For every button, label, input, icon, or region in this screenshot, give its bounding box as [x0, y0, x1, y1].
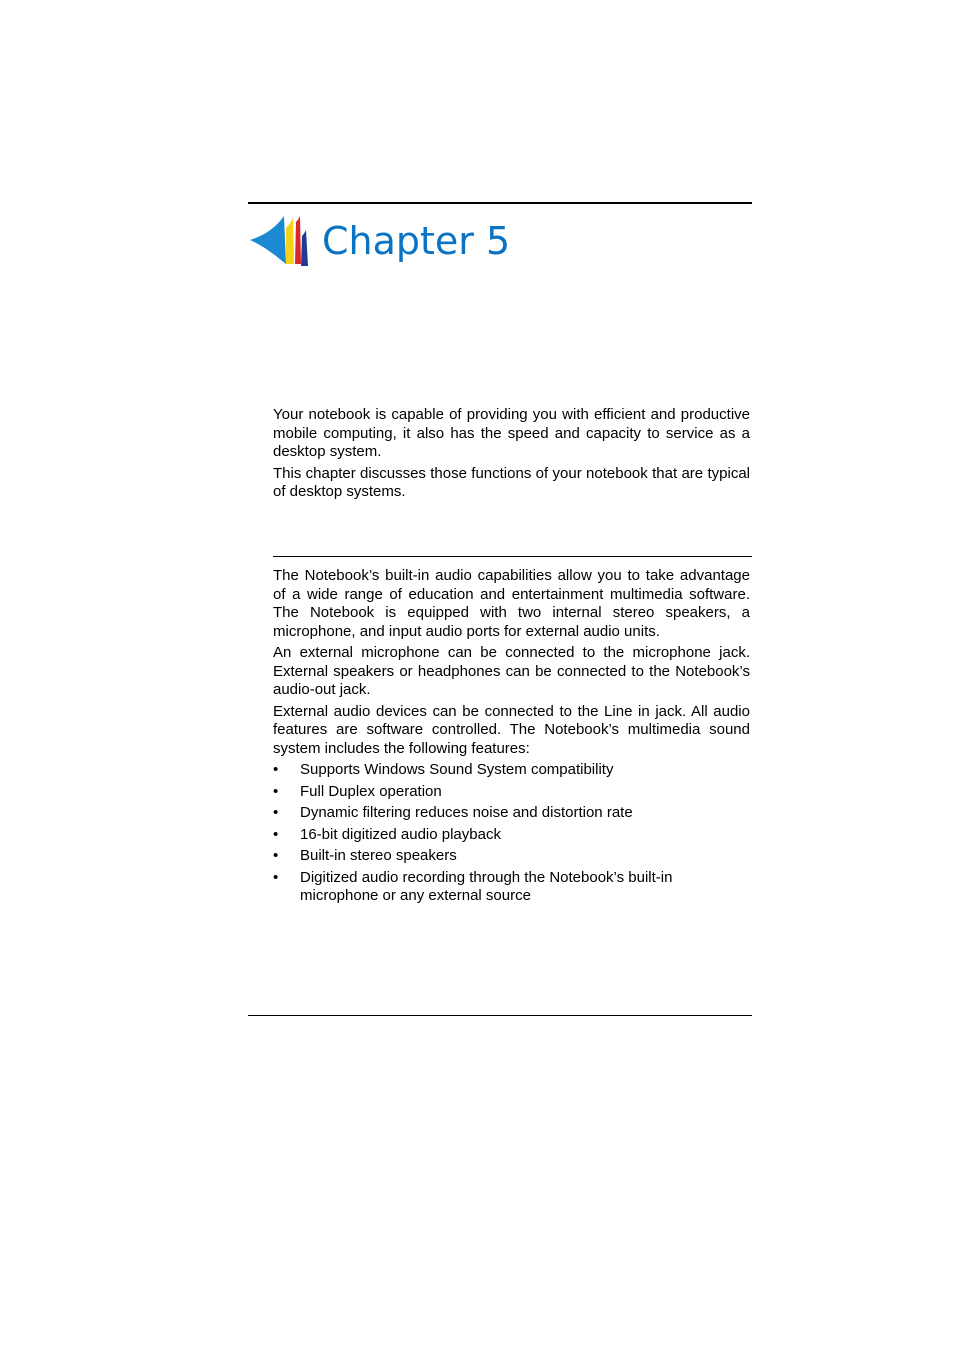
audio-paragraph: An external microphone can be connected to the microphone jack. External speakers or headphones can be connected to the Notebook’s audio-out jack.	[273, 644, 750, 698]
feature-item	[273, 783, 750, 802]
feature-item	[273, 761, 750, 780]
chapter-header	[248, 214, 510, 268]
feature-text: Dynamic filtering reduces noise and distortion rate	[300, 804, 633, 821]
top-rule	[248, 202, 752, 204]
sail-logo-icon	[248, 214, 310, 268]
audio-section	[273, 567, 750, 909]
intro-paragraph: Your notebook is capable of providing you with efficient and productive mobile computing, it also has the speed and capacity to service as a desktop system.	[273, 406, 750, 460]
feature-list	[273, 761, 750, 906]
bullet-icon: •	[273, 868, 279, 886]
section-rule	[273, 556, 752, 557]
intro-section	[273, 406, 750, 505]
bullet-icon: •	[273, 847, 279, 864]
feature-item	[273, 869, 750, 906]
bullet-icon: •	[273, 804, 279, 821]
feature-text: Supports Windows Sound System compatibility	[300, 761, 614, 778]
feature-text: Full Duplex operation	[300, 782, 442, 800]
feature-text: Built-in stereo speakers	[300, 847, 457, 864]
audio-paragraph: External audio devices can be connected to the Line in jack. All audio features are software controlled. The Notebook’s multimedia sound system includes the following features:	[273, 702, 750, 757]
feature-text: Digitized audio recording through the Notebook’s built-in microphone or any external source	[300, 868, 673, 904]
chapter-title: Chapter 5	[322, 219, 511, 263]
feature-item	[273, 847, 750, 866]
intro-paragraph: This chapter discusses those functions of your notebook that are typical of desktop systems.	[273, 464, 750, 500]
feature-item	[273, 826, 750, 845]
bottom-rule	[248, 1015, 752, 1016]
feature-text: 16-bit digitized audio playback	[300, 825, 501, 843]
bullet-icon: •	[273, 782, 279, 800]
bullet-icon: •	[273, 761, 279, 778]
bullet-icon: •	[273, 825, 279, 843]
feature-item	[273, 804, 750, 823]
audio-paragraph: The Notebook’s built-in audio capabilities allow you to take advantage of a wide range of education and entertainment multimedia software. The Notebook is equipped with two internal stereo speakers, a microphone, and input audio ports for external audio units.	[273, 567, 750, 640]
